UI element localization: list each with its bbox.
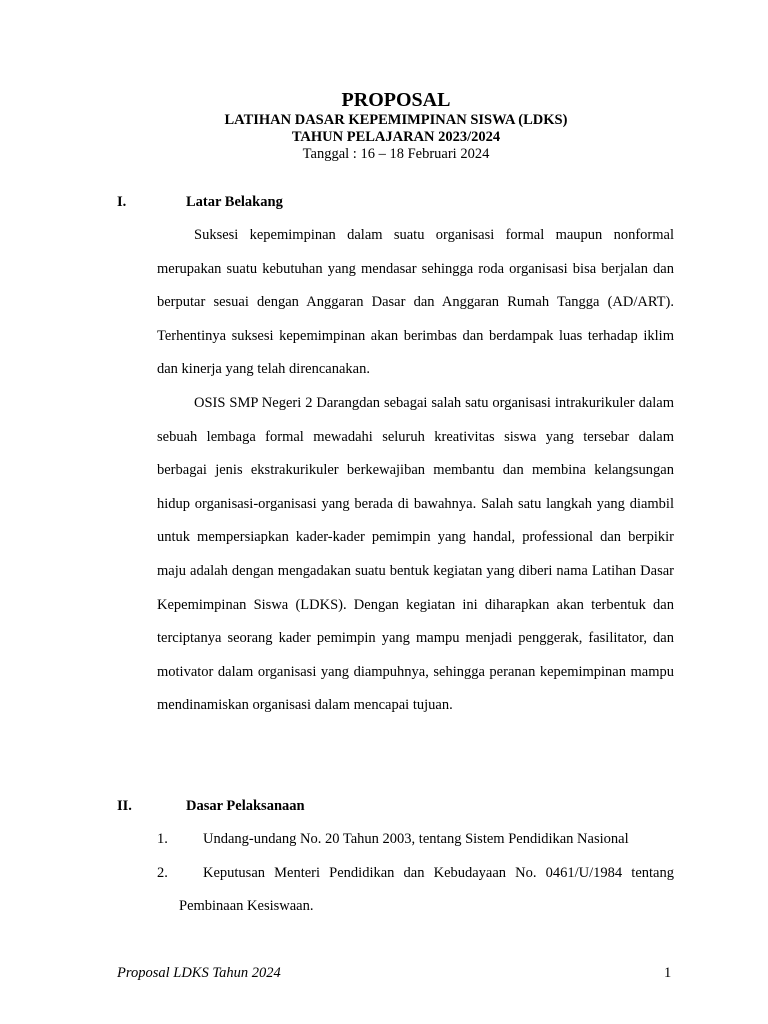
section-title: Dasar Pelaksanaan — [186, 798, 305, 814]
list-item-text-continued: Pembinaan Kesiswaan. — [179, 898, 314, 915]
list-item-text: Keputusan Menteri Pendidikan dan Kebudayaan No. 0461/U/1984 tentang — [203, 864, 674, 881]
section-number: II. — [117, 798, 132, 814]
section-number: I. — [117, 194, 127, 210]
list-item-text: Undang-undang No. 20 Tahun 2003, tentang Sistem Pendidikan Nasional — [203, 831, 629, 847]
list-item-number: 1. — [157, 831, 168, 847]
footer-page-number: 1 — [664, 965, 672, 981]
document-subtitle-activity: LATIHAN DASAR KEPEMIMPINAN SISWA (LDKS) — [224, 112, 568, 128]
list-item — [157, 823, 674, 857]
document-subtitle-year: TAHUN PELAJARAN 2023/2024 — [291, 129, 501, 145]
section-title: Latar Belakang — [186, 194, 283, 210]
paragraph-background-1: Suksesi kepemimpinan dalam suatu organisasi formal maupun nonformal merupakan suatu kebutuhan yang mendasar sehingga roda organisasi bisa berjalan dan berputar sesuai dengan Anggaran Dasar dan Anggaran Rumah Tangga (AD/ART). Terhentinya suksesi kepemimpinan akan berimbas dan berdampak luas terhadap iklim dan kinerja yang telah direncanakan. — [157, 227, 674, 378]
footer-document-name: Proposal LDKS Tahun 2024 — [117, 965, 281, 981]
list-item — [157, 857, 674, 924]
document-date: Tanggal : 16 – 18 Februari 2024 — [302, 146, 490, 162]
document-title: PROPOSAL — [341, 89, 451, 111]
list-item-number: 2. — [157, 864, 168, 881]
paragraph-background-2: OSIS SMP Negeri 2 Darangdan sebagai salah satu organisasi intrakurikuler dalam sebuah lembaga formal mewadahi seluruh kreativitas siswa yang tersebar dalam berbagai jenis ekstrakurikuler berkewajiban membantu dan membina kelangsungan hidup organisasi-organisasi yang berada di bawahnya. Salah satu langkah yang diambil untuk mempersiapkan kader-kader pemimpin yang handal, professional dan berpikir maju adalah dengan mengadakan suatu bentuk kegiatan yang diberi nama Latihan Dasar Kepemimpinan Siswa (LDKS). Dengan kegiatan ini diharapkan akan terbentuk dan terciptanya seorang kader pemimpin yang mampu menjadi penggerak, fasilitator, dan motivator dalam organisasi yang diampuhnya, sehingga peranan kepemimpinan mampu mendinamiskan organisasi dalam mencapai tujuan. — [157, 395, 674, 714]
legal-basis-list — [157, 823, 674, 924]
title-block — [0, 88, 768, 163]
